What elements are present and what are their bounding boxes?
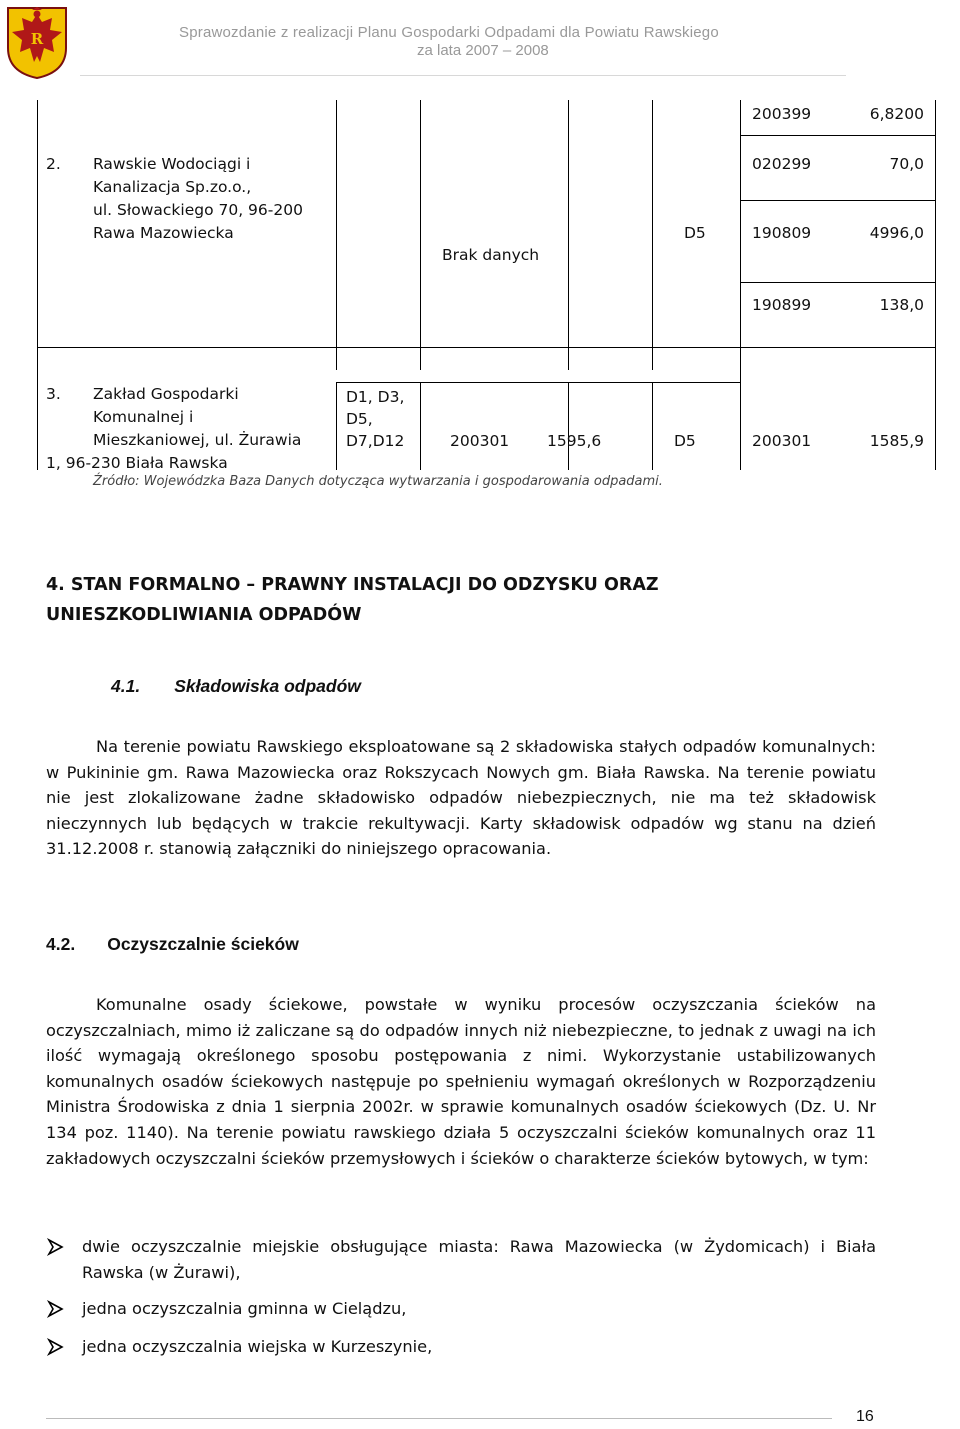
section-title: Oczyszczalnie ścieków <box>107 934 299 954</box>
table-cell-amount: 1585,9 <box>869 432 924 450</box>
bullet-text: dwie oczyszczalnie miejskie obsługujące miasta: Rawa Mazowiecka (w Żydomicach) i Biała Rawska (w Żurawi), <box>82 1237 876 1282</box>
table-cell-amount: 70,0 <box>889 155 924 173</box>
company-name-line: Kanalizacja Sp.zo.o., <box>93 178 252 196</box>
section-4-heading <box>46 570 659 630</box>
table-cell-info: Brak danych <box>442 246 540 264</box>
company-name-line: Rawskie Wodociągi i <box>93 155 251 173</box>
header-divider <box>80 75 846 76</box>
row-number: 3. <box>46 385 61 403</box>
table-cell-process: D5 <box>674 432 696 450</box>
table-cell-amount: 6,8200 <box>869 105 924 123</box>
paragraph-text: Na terenie powiatu Rawskiego eksploatowane są 2 składowiska stałych odpadów komunalnych: w Pukininie gm. Rawa Mazowiecka oraz Rokszycach Nowych gm. Biała Rawska. Na terenie powiatu nie jest zlokalizowane żadne składowisko odpadów niebezpiecznych, nie ma też składowisk nieczynnych lub będących w trakcie rekultywacji. Karty składowisk odpadów wg stanu na dzień 31.12.2008 r. stanowią załączniki do niniejszego opracowania. <box>46 737 876 859</box>
section-4-2-paragraph <box>46 992 876 1171</box>
table-cell-amount: 4996,0 <box>869 224 924 242</box>
company-name-line: Mieszkaniowej, ul. Żurawia <box>93 431 302 449</box>
paragraph-text: Komunalne osady ściekowe, powstałe w wyniku procesów oczyszczania ścieków na oczyszczalniach, mimo iż zaliczane są do odpadów innych niż niebezpieczne, to jednak z uwagi na ich ilość wymagają określonego sposobu postępowania z nimi. Wykorzystanie ustabilizowanych komunalnych osadów ściekowych następuje po spełnieniu wymagań określonych w Rozporządzeniu Ministra Środowiska z dnia 1 sierpnia 2002r. w sprawie komunalnych osadów ściekowych (Dz. U. Nr 134 poz. 1140). Na terenie powiatu rawskiego działa 5 oczyszczalni ścieków komunalnych oraz 11 zakładowych oczyszczalni ścieków przemysłowych i ścieków o charakterze ścieków bytowych, w tym: <box>46 995 876 1168</box>
table-cell-amount: 138,0 <box>879 296 924 314</box>
table-cell-amount: 1595,6 <box>547 432 602 450</box>
table-cell-code: 190899 <box>752 296 812 314</box>
section-4-1-paragraph <box>46 734 876 862</box>
arrow-bullet-icon <box>46 1337 66 1357</box>
section-number: 4.2. <box>46 934 76 954</box>
row-number: 2. <box>46 155 61 173</box>
company-name-line: Zakład Gospodarki <box>93 385 239 403</box>
bullet-text: jedna oczyszczalnia gminna w Cielądzu, <box>82 1299 407 1318</box>
section-4-2-heading <box>46 934 299 955</box>
section-4-heading-line: UNIESZKODLIWIANIA ODPADÓW <box>46 605 362 625</box>
company-name-line: ul. Słowackiego 70, 96-200 <box>93 201 303 219</box>
section-4-1-heading <box>111 676 361 697</box>
section-number: 4.1. <box>111 676 141 696</box>
company-name-line: 1, 96-230 Biała Rawska <box>46 454 228 472</box>
bullet-text: jedna oczyszczalnia wiejska w Kurzeszynie, <box>82 1337 433 1356</box>
table-cell-code: 200301 <box>450 432 510 450</box>
table-cell-process: D5, <box>346 410 373 428</box>
table-cell-process: D7,D12 <box>346 432 405 450</box>
table-cell-code: 190809 <box>752 224 812 242</box>
arrow-bullet-icon <box>46 1237 66 1257</box>
footer-divider <box>46 1418 832 1419</box>
table-cell-process: D1, D3, <box>346 388 405 406</box>
table-cell-code: 200301 <box>752 432 812 450</box>
table-source-note: Źródło: Wojewódzka Baza Danych dotycząca wytwarzania i gospodarowania odpadami. <box>93 474 663 489</box>
table-cell-process: D5 <box>684 224 706 242</box>
section-title: Składowiska odpadów <box>174 676 361 696</box>
crest-letter: R <box>30 30 44 48</box>
coat-of-arms-logo <box>6 6 68 80</box>
arrow-bullet-icon <box>46 1299 66 1319</box>
table-cell-code: 020299 <box>752 155 812 173</box>
company-name-line: Rawa Mazowiecka <box>93 224 234 242</box>
section-4-heading-line: 4. STAN FORMALNO – PRAWNY INSTALACJI DO ODZYSKU ORAZ <box>46 575 659 595</box>
header-period: za lata 2007 – 2008 <box>417 42 549 59</box>
table-cell-code: 200399 <box>752 105 812 123</box>
company-name-line: Komunalnej i <box>93 408 194 426</box>
header-title: Sprawozdanie z realizacji Planu Gospodarki Odpadami dla Powiatu Rawskiego <box>179 24 719 41</box>
page-number: 16 <box>856 1408 874 1425</box>
